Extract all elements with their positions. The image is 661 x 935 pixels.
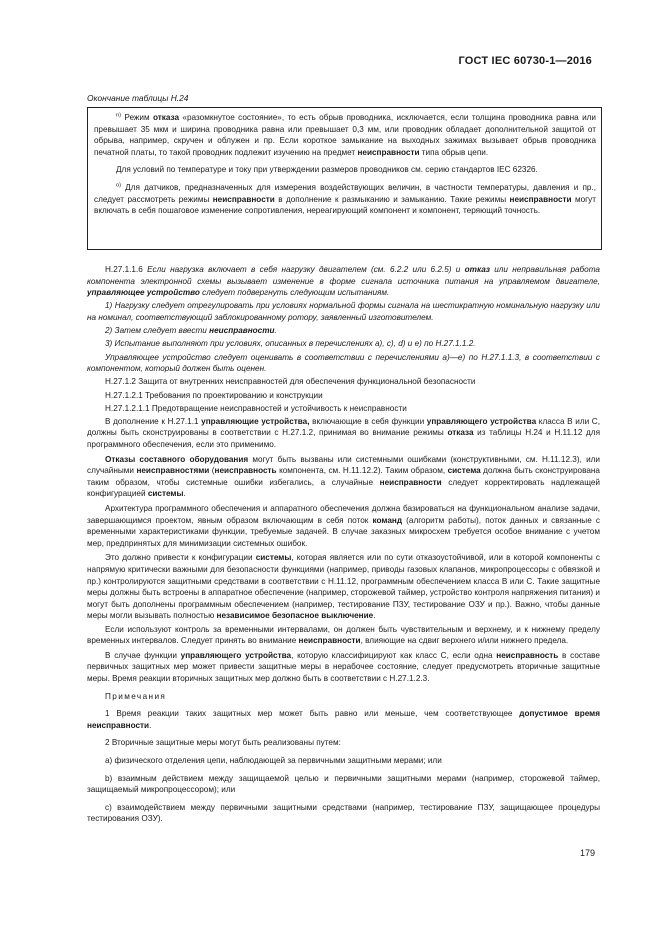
- paragraph-4: Это должно привести к конфигурации системы, которая является или по сути отказоустойчивой, или в которой компоненты с напрямую критически важными для безопасности функциями (например, приводы газовых клапанов, микропроцессоры с обвязкой и пр.) контролируются защитными средствами в соответствии с Н.11.12, программным обеспечением класса В или С. Такие защитные меры должны быть встроены в аппаратное обеспечение (например, сторожевой таймер, устройство контроля напряжения питания) и могут быть дополнены программным обеспечением (например, тестирование ПЗУ, тестирование ОЗУ и пр.). Важно, чтобы данные меры могли вызывать полностью независимое безопасное выключение.: [87, 553, 600, 621]
- note-1: 1 Время реакции таких защитных мер может быть равно или меньше, чем соответствующее допустимое время неисправности.: [87, 709, 600, 730]
- paragraph-5: Если используют контроль за временными интервалами, он должен быть чувствительным и верхнему, и к нижнему пределу временных интервалов. Следует принять во внимание неисправности, влияющие на сдвиг верхнего и/или нижнего предела.: [87, 624, 600, 646]
- footnote-o: $^{o)}$ Для датчиков, предназначенных для измерения воздействующих величин, в частности температуры, давления и пр., следует рассмотреть режимы неисправности в дополнение к размыканию и замыканию. Такие режимы неисправности могут включать в себя пошаговое изменение сопротивления, нереагирующий компонент и компонент, теряющий точность.: [94, 182, 596, 216]
- note-2: 2 Вторичные защитные меры могут быть реализованы путем:: [105, 738, 341, 748]
- paragraph-1: В дополнение к Н.27.1.1 управляющие устройства, включающие в себя функции управляющего устройства класса В или С, должны быть сконструированы в соответствии с Н.27.1.2, принимая во внимание режимы отказа из таблицы Н.24 и Н.11.12 для программного обеспечения, если это применимо.: [87, 416, 601, 450]
- test-step-2: 2) Затем следует ввести неисправности.: [105, 326, 277, 336]
- clause-h27121: Н.27.1.2.1 Требования по проектированию и конструкции: [105, 390, 323, 400]
- standard-designation: ГОСТ IEC 60730-1—2016: [458, 55, 592, 67]
- paragraph-3: Архитектура программного обеспечения и аппаратного обеспечения должна базироваться на функциональном анализе задачи, завершающимся проектом, явным образом включающим в себя поток команд (алгоритм работы), поток данных и связанные с временными характеристиками функции, требуемые задачей. В случае заказных микросхем требуется особое внимание с учетом мер, предпринятых для минимизации системных ошибок.: [87, 504, 600, 548]
- note-2-item-b: b) взаимным действием между защищаемой целью и первичными защитными мерами (например, сторожевой таймер, защищаемый микропроцессором); или: [87, 773, 600, 795]
- main-text: [87, 264, 600, 831]
- paragraph-6: В случае функции управляющего устройства, которую классифицируют как класс С, если одна неисправность в составе первичных защитных мер может привести защитные меры в нерабочее состояние, следует предусмотреть вторичные защитные меры. Время реакции вторичных защитных мер должно быть в соответствии с Н.27.1.2.3.: [87, 650, 600, 683]
- notes-heading: Примечания: [105, 691, 167, 701]
- note-2-item-a: а) физического отделения цепи, наблюдающей за первичными защитными мерами; или: [105, 755, 442, 765]
- evaluation-paragraph: Управляющее устройство следует оценивать в соответствии с перечислениями а)—е) по Н.27.1.1.3, в соответствии с компонентом, который должен быть оценен.: [87, 352, 600, 374]
- clause-h271211: Н.27.1.2.1.1 Предотвращение неисправностей и устойчивость к неисправности: [105, 403, 407, 413]
- test-step-3: 3) Испытание выполняют при условиях, описанных в перечислениях а), с), d) и е) по Н.27.1.1.2.: [105, 339, 476, 349]
- paragraph-2: Отказы составного оборудования могут быть вызваны или системными ошибками (конструктивными, см. Н.11.12.3), или случайными неисправностями (неисправность компонента, см. Н.11.12.2). Таким образом, система должна быть сконструирована таким образом, чтобы системные ошибки избегались, а случайные неисправности следует корректировать надлежащей конфигурацией системы.: [87, 454, 600, 499]
- table-continuation-caption: Окончание таблицы Н.24: [87, 93, 189, 103]
- note-2-item-c: с) взаимодействием между первичными защитными средствами (например, тестирование ПЗУ, защищающее процедуры тестирования ОЗУ).: [87, 802, 600, 824]
- footnote-n: $^{n)}$ Режим отказа «разомкнутое состояние», то есть обрыв проводника, исключается, если толщина проводника равна или превышает 35 мкм и ширина проводника равна или превышает 0,3 мм, или проводник обладает дополнительной защитой от обрыва, например, скручен и облужен и пр. Если короткое замыкание на выходных зажимах вызывает обрыв проводника печатной платы, то такой проводник подлежит изучению на предмет неисправности типа обрыв цепи.: [94, 112, 596, 157]
- clause-h27116: Н.27.1.1.6 Если нагрузка включает в себя нагрузку двигателем (см. 6.2.2 или 6.2.5) и отказ или неправильная работа компонента электронной схемы вызывает изменение в форме сигнала источника питания на управляемом двигателе, управляющее устройство следует подвергнуть следующим испытаниям.: [87, 265, 600, 298]
- test-step-1: 1) Нагрузку следует отрегулировать при условиях нормальной формы сигнала на шестикратную номинальную нагрузку или на номинал, соответствующий заблокированному ротору, заявленный изготовителем.: [87, 301, 600, 322]
- page-number: 179: [580, 848, 596, 858]
- clause-h2712: Н.27.1.2 Защита от внутренних неисправностей для обеспечения функциональной безопасности: [105, 377, 476, 387]
- footnote-temperature: Для условий по температуре и току при утверждении размеров проводников см. серию стандартов IEC 62326.: [116, 165, 538, 175]
- table-footnotes-box: [87, 107, 602, 250]
